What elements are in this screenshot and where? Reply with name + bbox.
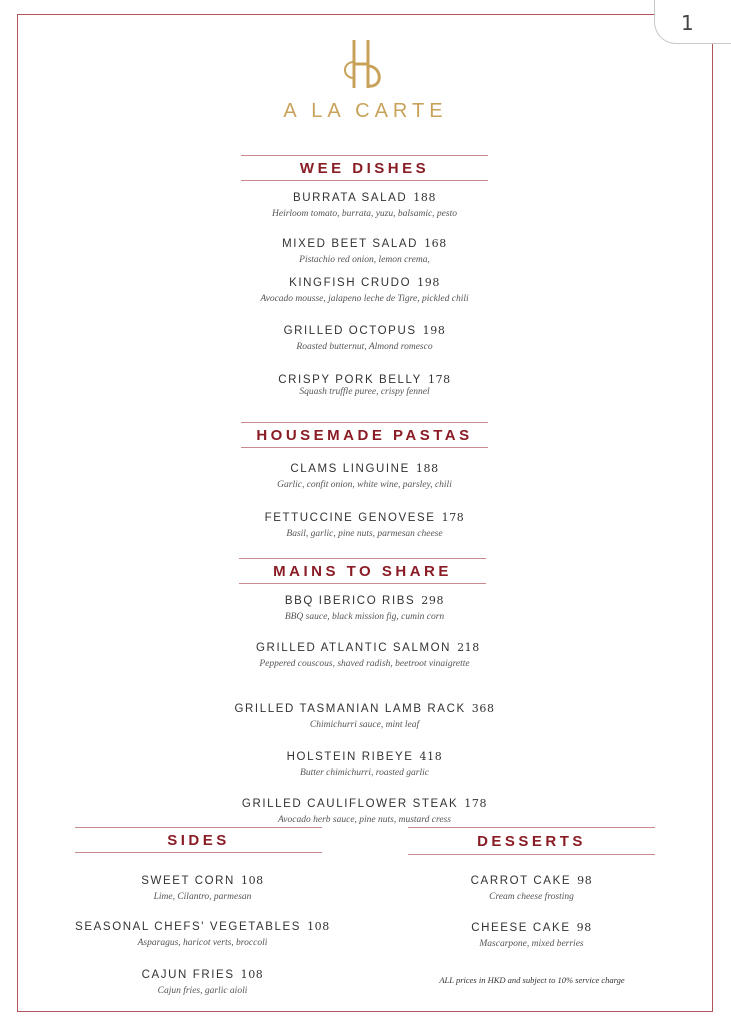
item-description: Squash truffle puree, crispy fennel [299, 387, 430, 397]
item-price: 188 [415, 462, 439, 475]
item-price: 168 [424, 237, 447, 250]
item-price: 108 [240, 968, 264, 981]
item-description: Heirloom tomato, burrata, yuzu, balsamic, pesto [272, 209, 457, 219]
item-price: 188 [413, 191, 437, 204]
item-name: HOLSTEIN RIBEYE [286, 751, 414, 763]
item-description: BBQ sauce, black mission fig, cumin corn [284, 612, 445, 622]
menu-item [221, 373, 508, 399]
section-heading-sides: SIDES [75, 827, 322, 853]
section-heading-wee-dishes: WEE DISHES [241, 155, 488, 181]
item-price: 218 [457, 641, 480, 654]
menu-item [221, 594, 508, 624]
item-description: Cajun fries, garlic aioli [157, 986, 248, 996]
menu-item [221, 750, 508, 780]
menu-item [59, 968, 346, 998]
menu-item [256, 641, 480, 671]
item-price: 108 [307, 920, 330, 933]
item-name: CAJUN FRIES [141, 969, 235, 981]
item-name: CLAMS LINGUINE [290, 463, 410, 475]
item-price: 178 [427, 373, 451, 386]
item-name: CRISPY PORK BELLY [278, 374, 422, 386]
item-name: MIXED BEET SALAD [282, 238, 419, 250]
item-description: Chimichurri sauce, mint leaf [309, 720, 420, 730]
item-price: 368 [471, 702, 495, 715]
item-price: 418 [419, 750, 443, 763]
item-description: Avocado herb sauce, pine nuts, mustard cress [278, 815, 451, 825]
item-name: CARROT CAKE [470, 875, 572, 887]
item-price: 198 [417, 276, 440, 289]
item-name: BURRATA SALAD [292, 192, 408, 204]
menu-item [211, 797, 518, 827]
item-description: Mascarpone, mixed berries [479, 939, 584, 949]
item-description: Roasted butternut, Almond romesco [296, 342, 433, 352]
page-number-tab[interactable] [654, 0, 731, 44]
item-description: Lime, Cilantro, parmesan [153, 892, 252, 902]
item-price: 98 [576, 921, 592, 934]
menu-item [221, 237, 508, 267]
item-name: GRILLED TASMANIAN LAMB RACK [234, 703, 466, 715]
item-description: Cream cheese frosting [489, 892, 574, 902]
item-name: FETTUCCINE GENOVESE [264, 512, 436, 524]
item-description: Asparagus, haricot verts, broccoli [137, 938, 268, 948]
item-price: 178 [464, 797, 488, 810]
menu-item [388, 921, 675, 951]
menu-item [59, 920, 346, 950]
item-name: GRILLED ATLANTIC SALMON [256, 642, 452, 654]
item-price: 198 [422, 324, 446, 337]
item-description: Pistachio red onion, lemon crema, [299, 255, 430, 265]
item-description: Avocado mousse, jalapeno leche de Tigre, pickled chili [260, 294, 469, 304]
item-description: Peppered couscous, shaved radish, beetroot vinaigrette [259, 659, 470, 669]
price-footnote: ALL prices in HKD and subject to 10% service charge [439, 975, 625, 985]
page-number: 1 [681, 11, 694, 35]
item-price: 178 [441, 511, 465, 524]
item-name: KINGFISH CRUDO [289, 277, 412, 289]
item-name: SWEET CORN [141, 875, 235, 887]
item-name: GRILLED OCTOPUS [283, 325, 417, 337]
item-description: Butter chimichurri, roasted garlic [300, 768, 429, 778]
item-price: 108 [240, 874, 264, 887]
menu-item [221, 324, 508, 354]
item-name: BBQ IBERICO RIBS [284, 595, 416, 607]
menu-item [221, 702, 508, 732]
section-heading-desserts: DESSERTS [408, 827, 655, 855]
menu-item [221, 462, 508, 492]
menu-item [221, 511, 508, 541]
item-price: 98 [577, 874, 593, 887]
item-description: Garlic, confit onion, white wine, parsley, chili [277, 480, 452, 490]
brand-title: A LA CARTE [283, 100, 448, 122]
item-price: 298 [421, 594, 445, 607]
section-heading-housemade-pastas: HOUSEMADE PASTAS [241, 422, 488, 448]
item-name: CHEESE CAKE [471, 922, 571, 934]
menu-item [201, 276, 528, 306]
menu-item [59, 874, 346, 904]
section-heading-mains-to-share: MAINS TO SHARE [239, 558, 486, 584]
menu-item [388, 874, 675, 904]
item-name: GRILLED CAULIFLOWER STEAK [241, 798, 459, 810]
item-description: Basil, garlic, pine nuts, parmesan cheese [286, 529, 443, 539]
menu-item [221, 191, 508, 221]
brand-logo-icon [340, 36, 390, 92]
item-name: SEASONAL CHEFS' VEGETABLES [75, 921, 302, 933]
